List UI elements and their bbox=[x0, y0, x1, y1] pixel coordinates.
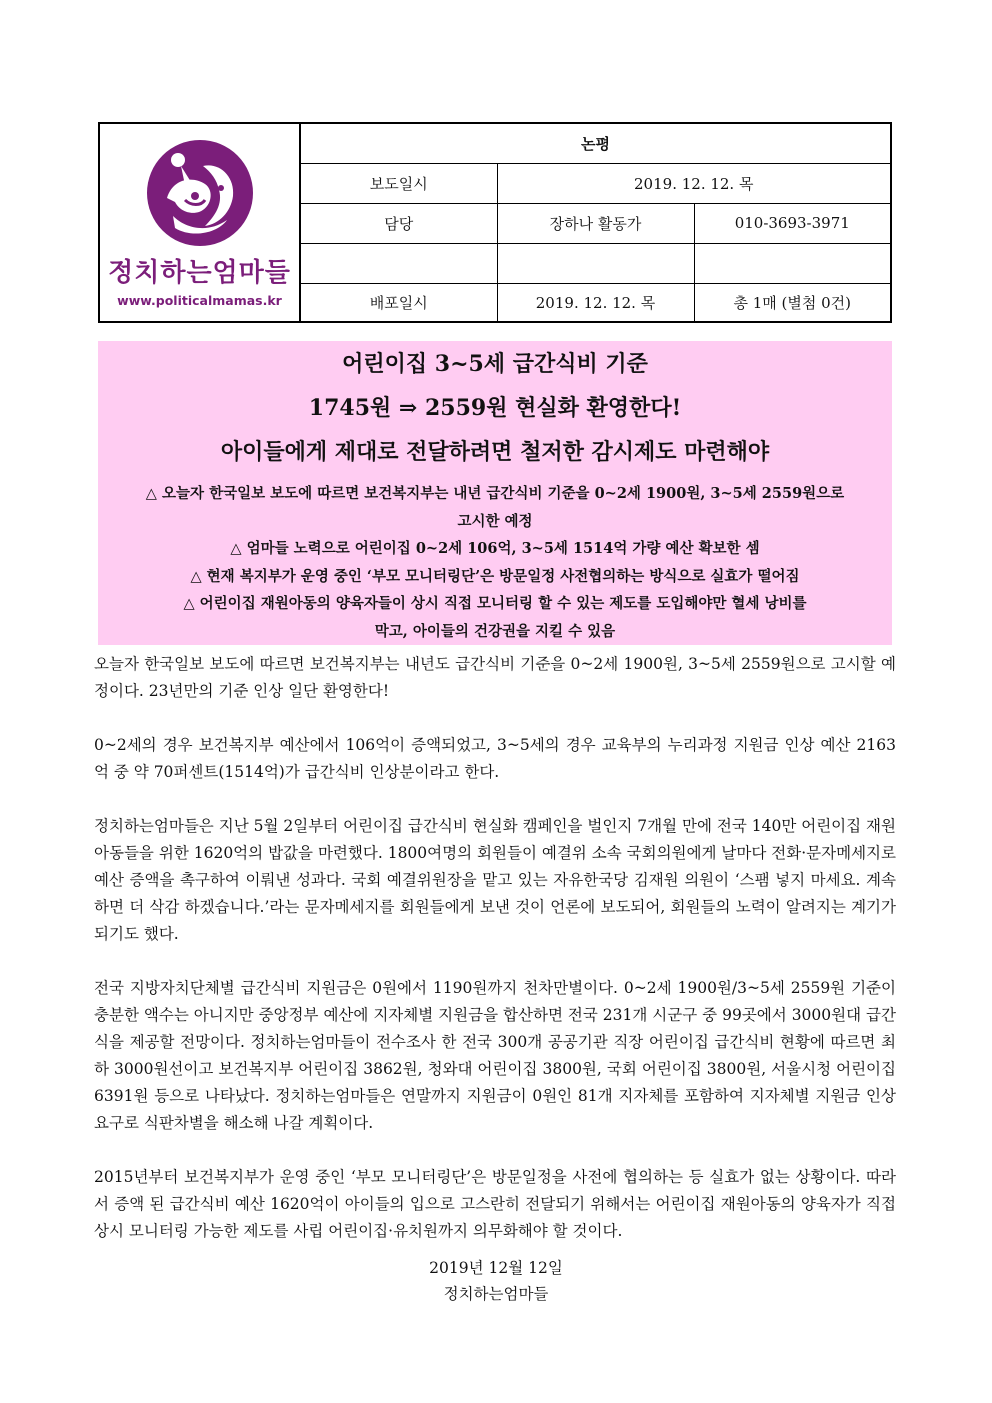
logo-name: 정치하는엄마들 bbox=[108, 257, 291, 288]
headline-3: 아이들에게 제대로 전달하려면 철저한 감시제도 마련해야 bbox=[220, 439, 770, 465]
release-date: 2019년 12월 12일 bbox=[429, 1259, 563, 1277]
press-date-value: 2019. 12. 12. 목 bbox=[497, 163, 891, 203]
blank-label bbox=[300, 243, 497, 283]
signature: 정치하는엄마들 bbox=[443, 1285, 549, 1303]
header-table bbox=[98, 122, 892, 323]
body-paragraph: 전국 지방자치단체별 급간식비 지원금은 0원에서 1190원까지 천차만별이다. 0~2세 1900원/3~5세 2559원 기준이 충분한 액수는 아니지만 중앙정부 예산에 지자체별 지원금을 합산하면 전국 231개 시군구 중 99곳에서 3000원대 급간식을 제공할 전망이다. 정치하는엄마들이 전수조사 한 전국 300개 공공기관 직장 어린이집 급간식비 현황에 따르면 최하 3000원선이고 보건복지부 어린이집 3862원, 청와대 어린이집 3800원, 국회 어린이집 3800원, 서울시청 어린이집 6391원 등으로 나타났다. 정치하는엄마들은 연말까지 지원금이 0원인 81개 지자체를 포함하여 지자체별 지원금 인상 요구로 식판차별을 해소해 나갈 계획이다. bbox=[94, 979, 896, 1132]
summary-bullet: 고시한 예정 bbox=[457, 512, 533, 530]
press-date-label: 보도일시 bbox=[300, 163, 497, 203]
page-count: 총 1매 (별첨 0건) bbox=[694, 283, 891, 322]
body-paragraph: 정치하는엄마들은 지난 5월 2일부터 어린이집 급간식비 현실화 캠페인을 벌인지 7개월 만에 전국 140만 어린이집 재원아동들을 위한 1620억의 밥값을 마련했다. 1800여명의 회원들이 예결위 소속 국회의원에게 날마다 전화·문자메세지로 예산 증액을 촉구하여 이뤄낸 성과다. 국회 예결위원장을 맡고 있는 자유한국당 김재원 의원이 ‘스팸 넣지 마세요. 계속하면 더 삭감 하겠습니다.’라는 문자메세지를 회원들에게 보낸 것이 언론에 보도되어, 회원들의 노력이 알려지는 계기가 되기도 했다. bbox=[94, 817, 896, 943]
summary-bullet: △ 엄마들 노력으로 어린이집 0~2세 106억, 3~5세 1514억 가량 예산 확보한 셈 bbox=[230, 540, 760, 557]
summary-bullet: △ 오늘자 한국일보 보도에 따르면 보건복지부는 내년 급간식비 기준을 0~2세 1900원, 3~5세 2559원으로 bbox=[145, 485, 845, 502]
political-mamas-logo-icon bbox=[145, 138, 255, 248]
body-paragraph: 2015년부터 보건복지부가 운영 중인 ‘부모 모니터링단’은 방문일정을 사전에 협의하는 등 실효가 없는 상황이다. 따라서 증액 된 급간식비 예산 1620억이 아이들의 입으로 고스란히 전달되기 위해서는 어린이집 재원아동의 양육자가 직접 상시 모니터링 가능한 제도를 사립 어린이집·유치원까지 의무화해야 할 것이다. bbox=[94, 1168, 896, 1240]
contact-label: 담당 bbox=[300, 203, 497, 243]
contact-phone: 010-3693-3971 bbox=[694, 203, 891, 243]
body-paragraph: 오늘자 한국일보 보도에 따르면 보건복지부는 내년도 급간식비 기준을 0~2세 1900원, 3~5세 2559원으로 고시할 예정이다. 23년만의 기준 인상 일단 환영한다! bbox=[94, 655, 896, 700]
dist-date-label: 배포일시 bbox=[300, 283, 497, 322]
body-paragraph: 0~2세의 경우 보건복지부 예산에서 106억이 증액되었고, 3~5세의 경우 교육부의 누리과정 지원금 인상 예산 2163억 중 약 70퍼센트(1514억)가 급간식비 인상분이라고 한다. bbox=[94, 736, 896, 781]
headline-2: 1745원 ⇒ 2559원 현실화 환영한다! bbox=[308, 395, 682, 421]
headline-1: 어린이집 3~5세 급간식비 기준 bbox=[342, 351, 648, 377]
doc-type-title: 논평 bbox=[300, 123, 891, 163]
summary-box bbox=[98, 341, 892, 645]
summary-bullet: △ 어린이집 재원아동의 양육자들이 상시 직접 모니터링 할 수 있는 제도를 도입해야만 혈세 낭비를 bbox=[183, 595, 807, 612]
summary-bullet: 막고, 아이들의 건강권을 지킬 수 있음 bbox=[374, 622, 616, 640]
summary-bullets bbox=[112, 480, 878, 645]
blank-cell-b bbox=[694, 243, 891, 283]
summary-bullet: △ 현재 복지부가 운영 중인 ‘부모 모니터링단’은 방문일정 사전협의하는 방식으로 실효가 떨어짐 bbox=[190, 567, 800, 585]
body-text bbox=[94, 651, 896, 1245]
logo-cell bbox=[99, 123, 300, 322]
dist-date-value: 2019. 12. 12. 목 bbox=[497, 283, 694, 322]
contact-person: 장하나 활동가 bbox=[497, 203, 694, 243]
blank-cell-a bbox=[497, 243, 694, 283]
logo-url[interactable]: www.politicalmamas.kr bbox=[117, 292, 282, 308]
